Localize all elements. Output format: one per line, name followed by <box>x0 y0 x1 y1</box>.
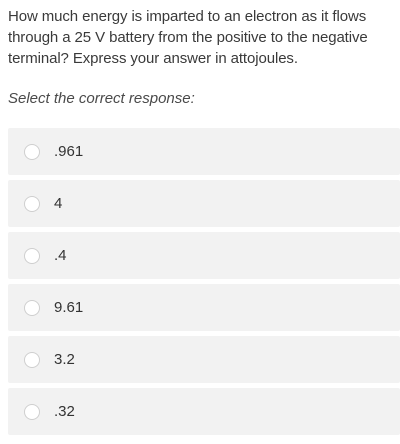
answer-option-label: .4 <box>54 247 67 264</box>
answer-option[interactable] <box>8 232 400 279</box>
radio-button[interactable] <box>24 404 40 420</box>
answer-option[interactable] <box>8 336 400 383</box>
answer-option-label: .961 <box>54 143 84 160</box>
answer-option[interactable] <box>8 180 400 227</box>
answer-option[interactable] <box>8 284 400 331</box>
radio-button[interactable] <box>24 248 40 264</box>
radio-button[interactable] <box>24 196 40 212</box>
answer-option-label: .32 <box>54 403 75 420</box>
answer-option-label: 3.2 <box>54 351 75 368</box>
question-text: How much energy is imparted to an electron as it flows through a 25 V battery from the positive to the negative terminal? Express your answer in attojoules. <box>8 8 368 67</box>
answer-option[interactable] <box>8 128 400 175</box>
response-prompt: Select the correct response: <box>8 90 195 107</box>
answer-option[interactable] <box>8 388 400 435</box>
answer-option-label: 9.61 <box>54 299 84 316</box>
answer-option-label: 4 <box>54 195 63 212</box>
radio-button[interactable] <box>24 352 40 368</box>
radio-button[interactable] <box>24 300 40 316</box>
radio-button[interactable] <box>24 144 40 160</box>
answer-options <box>8 128 400 440</box>
